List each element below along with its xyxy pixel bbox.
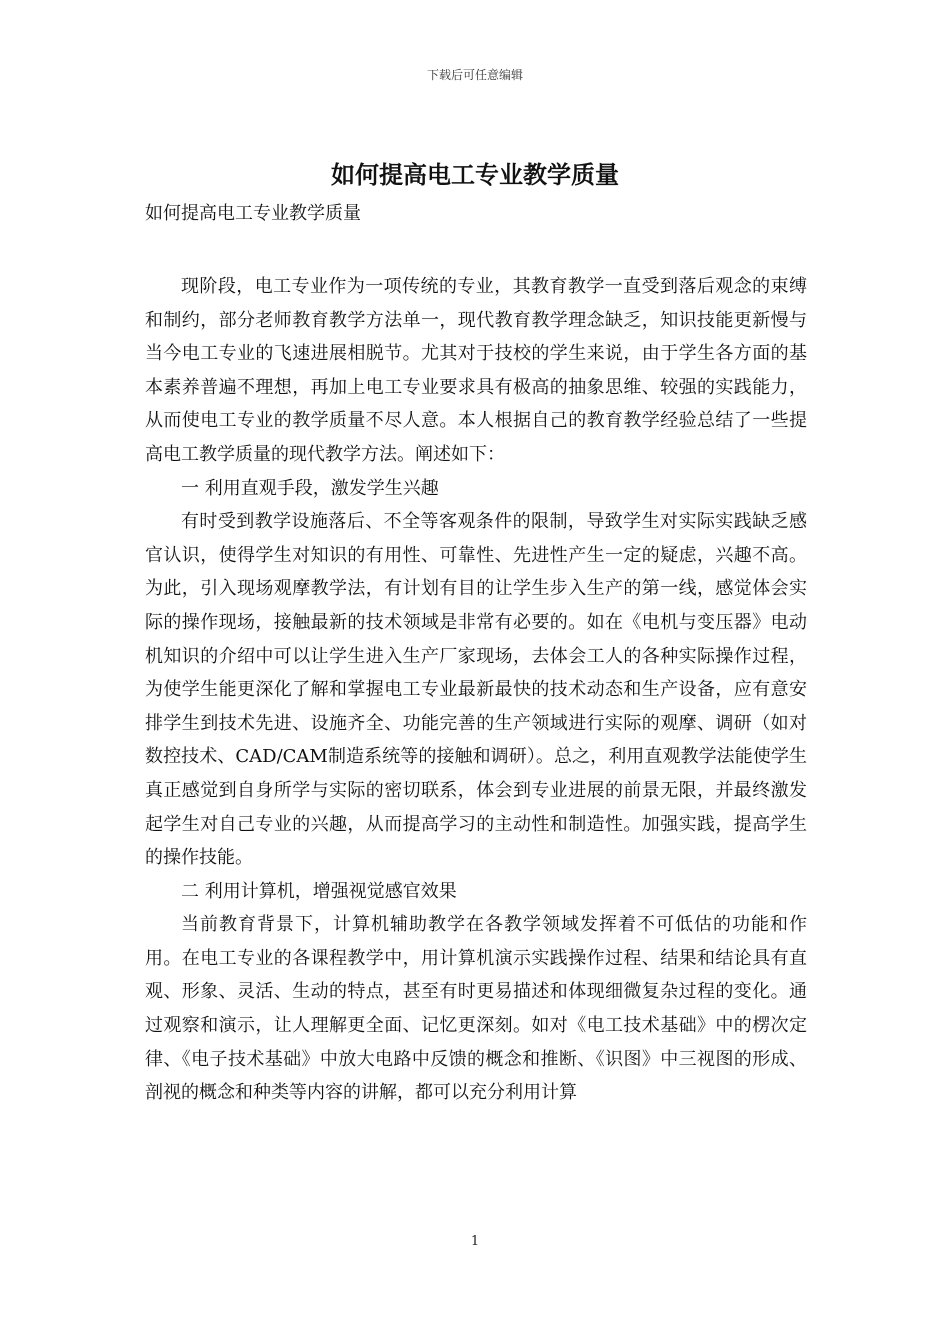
section-heading-2: 二 利用计算机，增强视觉感官效果: [181, 880, 457, 902]
page-number: 1: [470, 1234, 480, 1249]
document-subtitle: 如何提高电工专业教学质量: [145, 203, 361, 224]
document-body: [145, 270, 807, 1110]
document-title: 如何提高电工专业教学质量: [331, 160, 619, 189]
page-header: 下载后可任意编辑: [426, 68, 523, 82]
paragraph-intro: 现阶段，电工专业作为一项传统的专业，其教育教学一直受到落后观念的束缚和制约，部分老师教育教学方法单一，现代教育教学理念缺乏，知识技能更新慢与当今电工专业的飞速进展相脱节。尤其对于技校的学生来说，由于学生各方面的基本素养普遍不理想，再加上电工专业要求具有极高的抽象思维、较强的实践能力，从而使电工专业的教学质量不尽人意。本人根据自己的教育教学经验总结了一些提高电工教学质量的现代教学方法。阐述如下：: [145, 276, 807, 465]
section-heading-1: 一 利用直观手段，激发学生兴趣: [181, 477, 439, 499]
paragraph-section-1: 有时受到教学设施落后、不全等客观条件的限制，导致学生对实际实践缺乏感官认识，使得学生对知识的有用性、可靠性、先进性产生一定的疑虑，兴趣不高。为此，引入现场观摩教学法，有计划有目的让学生步入生产的第一线，感觉体会实际的操作现场，接触最新的技术领域是非常有必要的。如在《电机与变压器》电动机知识的介绍中可以让学生进入生产厂家现场，去体会工人的各种实际操作过程，为使学生能更深化了解和掌握电工专业最新最快的技术动态和生产设备，应有意安排学生到技术先进、设施齐全、功能完善的生产领域进行实际的观摩、调研（如对数控技术、CAD/CAM制造系统等的接触和调研）。总之，利用直观教学法能使学生真正感觉到自身所学与实际的密切联系，体会到专业进展的前景无限，并最终激发起学生对自己专业的兴趣，从而提高学习的主动性和制造性。加强实践，提高学生的操作技能。: [145, 511, 807, 869]
paragraph-section-2: 当前教育背景下，计算机辅助教学在各教学领域发挥着不可低估的功能和作用。在电工专业的各课程教学中，用计算机演示实践操作过程、结果和结论具有直观、形象、灵活、生动的特点，甚至有时更易描述和体现细微复杂过程的变化。通过观察和演示，让人理解更全面、记忆更深刻。如对《电工技术基础》中的楞次定律、《电子技术基础》中放大电路中反馈的概念和推断、《识图》中三视图的形成、剖视的概念和种类等内容的讲解，都可以充分利用计算: [145, 914, 807, 1104]
